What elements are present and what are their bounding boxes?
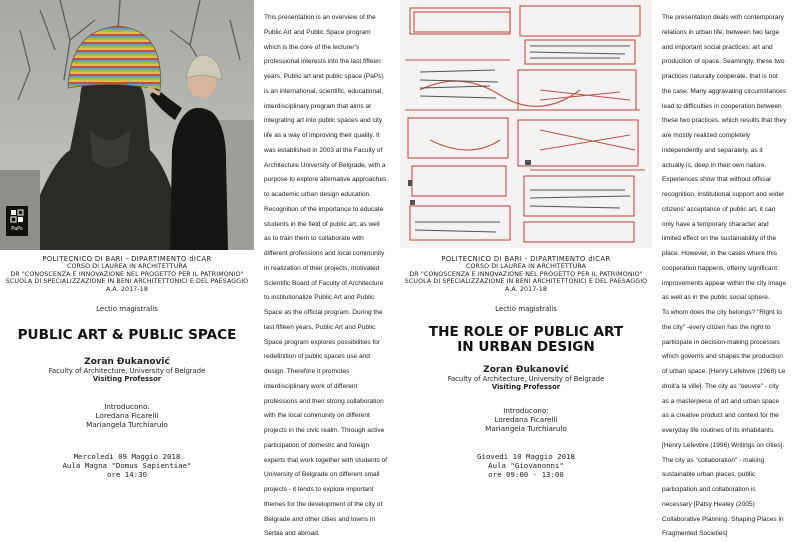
- text-line: Architecture University of Belgrade, with a: [264, 161, 386, 169]
- introducer-name: Mariangela Turchiarulo: [485, 424, 567, 434]
- text-line: these two practices, which results that they: [662, 117, 787, 125]
- date-line: Giovedì 10 Maggio 2018: [477, 451, 575, 461]
- text-line: Space program explores possibilities for: [264, 338, 381, 346]
- text-line: independently and separately, as it: [662, 146, 763, 154]
- text-line: the case. Many aggravating circumstances: [662, 87, 787, 95]
- text-line: the city" -every citizen has the right to: [662, 323, 771, 331]
- text-line: everyday life routines of its inhabitants.: [662, 427, 775, 434]
- text-line: place. However, in the cases where this: [662, 250, 777, 257]
- abstract-urban-design: [654, 0, 800, 538]
- text-line: to institutionalize Public Art and Public: [264, 294, 375, 302]
- lecture-type: Lectio magistralis: [495, 305, 557, 314]
- text-line: cooperation happens, oftenly significant: [662, 264, 778, 272]
- speaker-affiliation: Faculty of Architecture, University of Belgrade: [447, 375, 605, 384]
- flyer-front-urban-design: [398, 0, 654, 496]
- header-line: A.A. 2017-18: [106, 285, 148, 293]
- text-line: projects - it tends to explore important: [264, 486, 374, 493]
- text-line: was established in 2003 at the Faculty of: [264, 146, 383, 154]
- text-line: participate in decision-making processes: [662, 338, 780, 346]
- text-line: interdisciplinary work of different: [264, 382, 358, 390]
- text-line: practices naturally cooperate, that is not: [662, 73, 778, 80]
- text-line: participation of domestic and foreign: [264, 441, 370, 449]
- introducers-heading: Introducono:: [503, 405, 549, 415]
- text-line: To whom does the city belongs? "Right to: [662, 309, 782, 316]
- speaker-affiliation: Faculty of Architecture, University of Belgrade: [48, 367, 206, 376]
- title-line: IN URBAN DESIGN: [457, 339, 595, 356]
- speaker-role: Visiting Professor: [92, 375, 162, 384]
- text-line: production of space. Seamingly, these two: [662, 58, 785, 66]
- lecture-title: [0, 328, 254, 343]
- header-line: CORSO DI LAUREA IN ARCHITETTURA: [465, 263, 587, 271]
- text-line: Belgrade and other cities and towns in: [264, 515, 376, 523]
- text-line: University of Belgrade on different small: [264, 471, 380, 479]
- text-line: This presentation is an overview of the: [264, 14, 376, 21]
- text-line: lead to difficulties in cooperation between: [662, 102, 782, 110]
- introducer-name: Loredana Ficarelli: [95, 410, 159, 420]
- text-line: life as a way of improving their quality. It: [264, 132, 380, 139]
- text-line: as to train them to collaborate with: [264, 235, 364, 243]
- venue-line: Aula "Giovanonni": [488, 460, 564, 470]
- text-line: different professions and local community: [264, 250, 385, 257]
- text-line: droit'a la ville]. The city as "oeuvre" - city: [662, 382, 779, 390]
- photo-illustration: [0, 0, 254, 250]
- text-line: integrating art into public spaces and city: [264, 117, 383, 125]
- title-line: PUBLIC ART & PUBLIC SPACE: [17, 327, 237, 344]
- introducer-name: Mariangela Turchiarulo: [86, 420, 168, 430]
- text-line: as a masterpiece of art and urban space: [662, 397, 780, 405]
- text-line: The presentation deals with contemporary: [662, 14, 784, 21]
- handwritten-sketch-image: [400, 0, 652, 248]
- lecture-type: Lectio magistralis: [96, 305, 158, 314]
- header-line: SCUOLA DI SPECIALIZZAZIONE IN BENI ARCHITETTONICI E DEL PAESAGGIO: [404, 278, 648, 286]
- lecture-info-1: [0, 256, 254, 479]
- introducers-heading: Introducono:: [104, 401, 150, 411]
- text-line: to academic urban design education.: [264, 191, 372, 198]
- text-line: with the local community on different: [264, 412, 370, 420]
- text-line: as well as in the public social sphere.: [662, 294, 770, 302]
- paps-logo-icon: [10, 209, 24, 223]
- text-line: relations in urban life; between two large: [662, 28, 780, 36]
- speaker-name: Zoran Đukanović: [84, 357, 170, 368]
- date-line: Mercoledì 09 Maggio 2018: [73, 451, 181, 461]
- speaker-role: Visiting Professor: [491, 383, 561, 392]
- header-line: POLITECNICO DI BARI - DIPARTIMENTO dICAR: [441, 255, 611, 263]
- text-line: Experiences show that without official: [662, 176, 771, 184]
- time-line: ore 14:30: [106, 469, 148, 479]
- flyer-front-public-art: [0, 0, 254, 496]
- text-line: and important social practices: art and: [662, 43, 773, 51]
- text-line: interdisciplinary program that aims at: [264, 102, 371, 110]
- text-line: is an international, scientific, educational,: [264, 87, 384, 95]
- time-line: ore 09:00 - 13:00: [488, 469, 564, 479]
- statue-knitted-hat-photo: [0, 0, 254, 250]
- header-line: DR "CONOSCENZA E INNOVAZIONE NEL PROGETTO PER IL PATRIMONIO": [10, 270, 244, 278]
- text-line: Space as the official program. During the: [264, 309, 383, 316]
- text-line: in realization of their projects, motivated: [264, 264, 380, 272]
- title-line: THE ROLE OF PUBLIC ART: [428, 324, 624, 341]
- paps-logo: [6, 206, 28, 236]
- text-line: only have a temporary character and: [662, 220, 769, 228]
- text-line: last fifteen years, Public Art and Public: [264, 323, 376, 331]
- header-line: A.A. 2017-18: [505, 285, 547, 293]
- abstract-text: [662, 11, 798, 542]
- text-line: years. Public art and public space (PaPs): [264, 73, 384, 80]
- header-line: SCUOLA DI SPECIALIZZAZIONE IN BENI ARCHITETTONICI E DEL PAESAGGIO: [5, 278, 249, 286]
- text-line: actually is, deep in their own nature.: [662, 161, 767, 169]
- text-line: which is the core of the lecturer's: [264, 43, 360, 51]
- text-line: [Henry Lefevbre (1996) Writings on cities].: [662, 441, 785, 449]
- text-line: projects in the civic realm. Through active: [264, 427, 385, 434]
- text-line: students in the field of public art, as well: [264, 220, 380, 228]
- text-line: experts that work together with students of: [264, 456, 388, 464]
- text-line: professional interests into the last fifteen: [264, 58, 381, 66]
- text-line: participation and collaboration is: [662, 486, 756, 493]
- abstract-text: [264, 11, 392, 542]
- text-line: purpose to explore alternative approaches: [264, 176, 387, 184]
- text-line: themes for the development of the city of: [264, 500, 383, 508]
- text-line: limited effect on the sustainability of the: [662, 235, 777, 243]
- header-line: DR "CONOSCENZA E INNOVAZIONE NEL PROGETTO PER IL PATRIMONIO": [409, 270, 643, 278]
- lecture-title: [398, 325, 654, 355]
- event-date: [0, 452, 254, 479]
- speaker-name: Zoran Đukanović: [483, 365, 569, 376]
- abstract-public-art: [254, 0, 398, 538]
- text-line: Serbia and abroad.: [264, 530, 320, 538]
- text-line: sustainable urban places, public: [662, 471, 756, 479]
- paps-logo-text: PaPs: [11, 226, 23, 232]
- text-line: as a creative product and context for the: [662, 412, 779, 420]
- text-line: of urban space. [Henry Lefebvre (1968) Le: [662, 368, 786, 375]
- text-line: Public Art and Public Space program: [264, 28, 371, 36]
- sketch-illustration: [400, 0, 652, 248]
- header-line: POLITECNICO DI BARI - DIPARTIMENTO dICAR: [42, 255, 212, 263]
- text-line: Collaborative Planning: Shaping Places in: [662, 515, 784, 523]
- text-line: The city as "collaboration" - making: [662, 456, 765, 464]
- text-line: necessary [Patsy Healey (2005): [662, 500, 755, 508]
- text-line: Recognition of the importance to educate: [264, 205, 384, 213]
- text-line: recognition, institutional support and wider: [662, 191, 785, 198]
- text-line: are mostly realized completely: [662, 132, 751, 139]
- lecture-info-2: [398, 256, 654, 479]
- institution-header: [0, 256, 254, 293]
- introducer-name: Loredana Ficarelli: [494, 414, 558, 424]
- text-line: professions and their strong collaboration: [264, 397, 384, 405]
- text-line: which governs and shapes the production: [662, 353, 783, 361]
- text-line: redefinition of public spaces use and: [264, 353, 370, 361]
- text-line: citizens' acceptance of public art, it can: [662, 205, 776, 213]
- event-date: [398, 452, 654, 479]
- text-line: improvements appear within the city image: [662, 279, 787, 287]
- header-line: CORSO DI LAUREA IN ARCHITETTURA: [66, 263, 188, 271]
- text-line: Fragmented Societies]: [662, 530, 728, 538]
- institution-header: [398, 256, 654, 293]
- text-line: design. Therefore it promotes: [264, 368, 350, 375]
- venue-line: Aula Magna "Domus Sapientiae": [62, 460, 192, 470]
- text-line: Scientific Board of Faculty of Architecture: [264, 279, 384, 287]
